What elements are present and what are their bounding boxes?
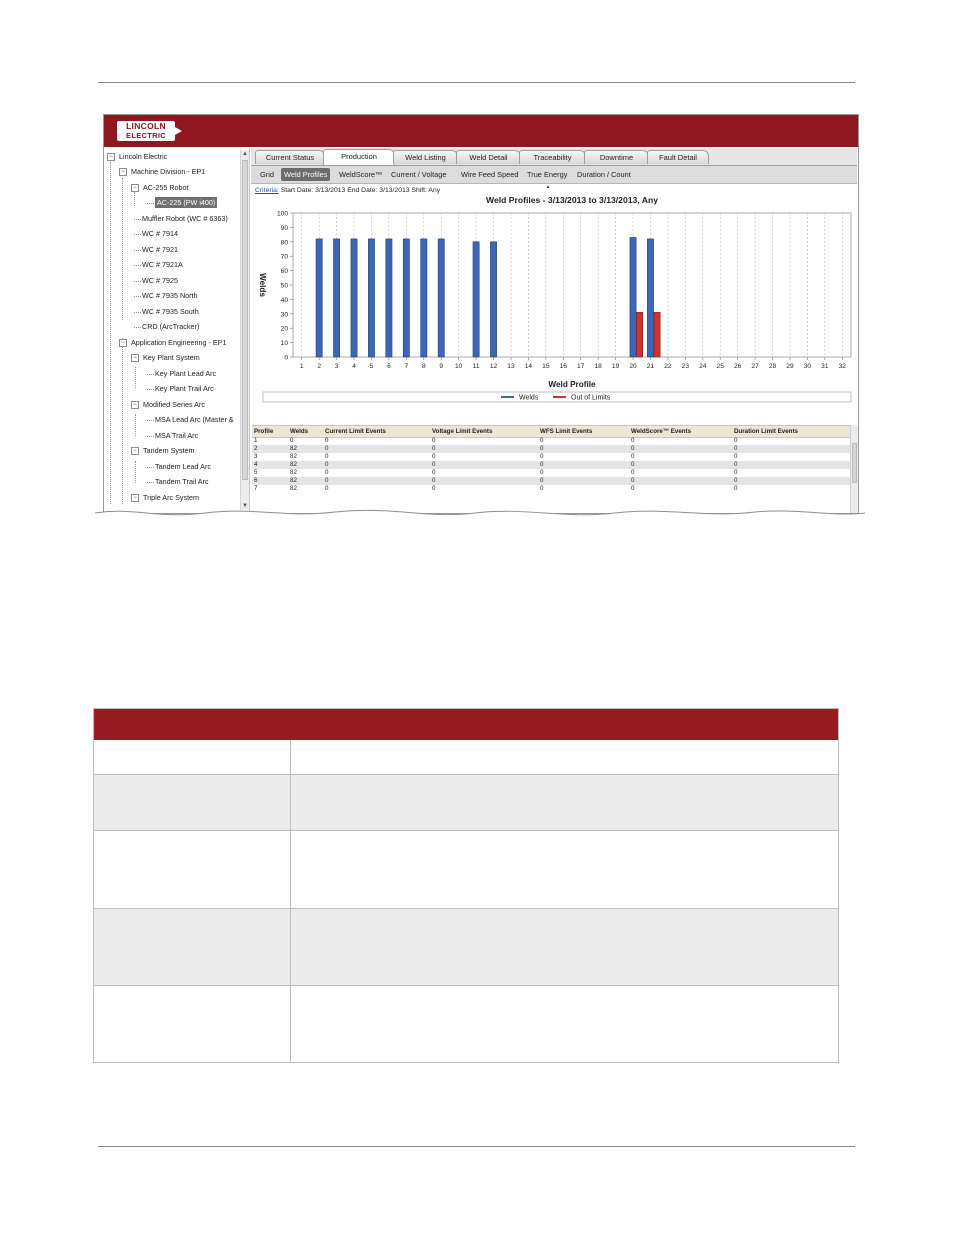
grid-cell: 0 bbox=[540, 485, 544, 492]
subtab-true-energy[interactable]: True Energy bbox=[527, 170, 568, 179]
bar-out-of-limits bbox=[654, 312, 660, 357]
tree-node-label: AC-255 Robot bbox=[143, 183, 189, 192]
tree-node-label: MSA Trail Arc bbox=[155, 431, 199, 440]
grid-cell: 0 bbox=[325, 477, 329, 484]
grid-cell: 0 bbox=[734, 437, 738, 444]
grid-header-cell[interactable]: Current Limit Events bbox=[325, 428, 386, 435]
x-tick-label: 32 bbox=[838, 363, 846, 370]
tab-production[interactable]: Production bbox=[323, 149, 395, 165]
x-tick-label: 29 bbox=[786, 363, 794, 370]
x-tick-label: 6 bbox=[387, 363, 391, 370]
grid-cell: 0 bbox=[631, 469, 635, 476]
tree-node-label: Machine Division - EP1 bbox=[131, 167, 206, 176]
tree-node[interactable] bbox=[155, 369, 216, 379]
grid-cell: 0 bbox=[734, 485, 738, 492]
bar-welds bbox=[316, 239, 322, 357]
x-tick-label: 11 bbox=[472, 363, 480, 370]
tree-node-label: Application Engineering - EP1 bbox=[131, 338, 227, 347]
bar-welds bbox=[386, 239, 392, 357]
tree-branch bbox=[134, 250, 141, 251]
bar-welds bbox=[421, 239, 427, 357]
tree-node[interactable] bbox=[142, 245, 178, 255]
grid-cell: 0 bbox=[432, 469, 436, 476]
tree-node[interactable] bbox=[142, 307, 199, 317]
grid-cell: 0 bbox=[540, 461, 544, 468]
subtab-bar bbox=[251, 166, 857, 184]
weld-profiles-chart bbox=[251, 193, 857, 425]
tree-node-label: Key Plant Lead Arc bbox=[155, 369, 217, 378]
tree-node-label: WC # 7925 bbox=[142, 276, 178, 285]
grid-cell: 0 bbox=[432, 437, 436, 444]
x-tick-label: 12 bbox=[489, 363, 498, 370]
tree-node-label: Modified Series Arc bbox=[143, 400, 205, 409]
tree-node[interactable] bbox=[131, 338, 227, 348]
grid-cell: 0 bbox=[631, 453, 635, 460]
grid-cell: 0 bbox=[325, 445, 329, 452]
grid-scrollbar[interactable] bbox=[850, 425, 858, 513]
plot-area bbox=[293, 213, 851, 357]
tree-connector bbox=[122, 178, 123, 320]
grid-cell: 82 bbox=[290, 461, 297, 468]
x-tick-label: 18 bbox=[594, 363, 602, 370]
tree-branch bbox=[134, 327, 141, 328]
tree-node-label: MSA Lead Arc (Master & bbox=[155, 415, 234, 424]
tab-weld-listing[interactable]: Weld Listing bbox=[393, 150, 458, 164]
tree-node-label: Tandem Trail Arc bbox=[155, 477, 209, 486]
tree-collapse-icon[interactable]: − bbox=[131, 494, 139, 502]
tree-node-label: WC # 7921A bbox=[142, 260, 183, 269]
tab-bar bbox=[251, 148, 857, 166]
x-tick-label: 7 bbox=[404, 363, 409, 370]
x-tick-label: 17 bbox=[577, 363, 585, 370]
tree-node[interactable] bbox=[142, 291, 198, 301]
tree-branch bbox=[147, 389, 154, 390]
table-row bbox=[93, 740, 839, 775]
x-tick-label: 22 bbox=[664, 363, 672, 370]
grid-cell: 82 bbox=[290, 477, 297, 484]
column-divider bbox=[290, 740, 291, 1063]
tree-connector bbox=[135, 367, 136, 388]
logo-arrow-icon bbox=[175, 127, 182, 135]
x-tick-label: 19 bbox=[611, 363, 620, 370]
grid-cell: 0 bbox=[631, 445, 635, 452]
x-tick-label: 9 bbox=[439, 363, 444, 370]
grid-table-row[interactable] bbox=[252, 453, 850, 461]
grid-table-row[interactable] bbox=[252, 485, 850, 493]
scroll-down-icon[interactable]: ▼ bbox=[242, 503, 248, 509]
y-axis-label: Welds bbox=[258, 273, 267, 297]
tree-node[interactable] bbox=[155, 462, 211, 472]
grid-cell: 0 bbox=[734, 469, 738, 476]
x-tick-label: 31 bbox=[821, 363, 829, 370]
tree-node[interactable] bbox=[142, 276, 178, 286]
grid-cell: 82 bbox=[290, 445, 297, 452]
tab-weld-detail[interactable]: Weld Detail bbox=[456, 150, 521, 164]
tree-branch bbox=[147, 420, 154, 421]
y-tick-label: 100 bbox=[276, 210, 288, 218]
tree-node[interactable] bbox=[155, 477, 209, 487]
tree-branch bbox=[147, 203, 154, 204]
y-tick-label: 60 bbox=[280, 268, 288, 276]
tree-node-label: Key Plant System bbox=[143, 353, 200, 362]
main-panel bbox=[251, 148, 857, 513]
tree-node[interactable] bbox=[142, 322, 199, 332]
bar-welds bbox=[473, 242, 479, 357]
y-tick-label: 80 bbox=[280, 239, 288, 247]
grid-cell: 0 bbox=[290, 437, 294, 444]
tree-node[interactable] bbox=[143, 493, 199, 503]
grid-cell: 0 bbox=[631, 461, 635, 468]
grid-cell: 0 bbox=[734, 445, 738, 452]
bar-welds bbox=[438, 239, 444, 357]
grid-cell: 0 bbox=[325, 461, 329, 468]
logo-line1: LINCOLN bbox=[126, 121, 166, 131]
tree-collapse-icon[interactable]: − bbox=[131, 354, 139, 362]
x-tick-label: 24 bbox=[699, 363, 707, 370]
tree-node-label: Lincoln Electric bbox=[119, 152, 168, 161]
tree-node[interactable] bbox=[142, 229, 178, 239]
y-tick-label: 50 bbox=[280, 282, 288, 290]
grid-table-row[interactable] bbox=[252, 461, 850, 469]
x-tick-label: 16 bbox=[559, 363, 567, 370]
grid-header-cell[interactable]: WFS Limit Events bbox=[540, 428, 593, 435]
subtab-grid[interactable]: Grid bbox=[260, 170, 274, 179]
x-tick-label: 21 bbox=[646, 363, 655, 370]
grid-header-cell[interactable]: Duration Limit Events bbox=[734, 428, 798, 435]
tree-collapse-icon[interactable]: − bbox=[119, 339, 127, 347]
tree-collapse-icon[interactable]: − bbox=[119, 168, 127, 176]
profile-grid-table bbox=[252, 425, 850, 513]
x-tick-label: 3 bbox=[334, 363, 339, 370]
subtab-wire-feed-speed[interactable]: Wire Feed Speed bbox=[461, 170, 519, 179]
tree-branch bbox=[134, 265, 141, 266]
x-tick-label: 13 bbox=[507, 363, 515, 370]
tree-node[interactable] bbox=[131, 167, 205, 177]
legend-label: Welds bbox=[519, 394, 539, 402]
tree-branch bbox=[147, 467, 154, 468]
tree-node-label: WC # 7935 North bbox=[142, 291, 198, 300]
tree-node-label: Triple Arc System bbox=[143, 493, 200, 502]
grid-table-row[interactable] bbox=[252, 437, 850, 445]
bottom-rule bbox=[98, 1146, 855, 1147]
tree-node-label: Key Plant Trail Arc bbox=[155, 384, 214, 393]
tree-node[interactable] bbox=[143, 183, 189, 193]
grid-cell: 0 bbox=[631, 437, 635, 444]
x-tick-label: 26 bbox=[733, 363, 742, 370]
tree-node-label: WC # 7914 bbox=[142, 229, 178, 238]
tree-branch bbox=[134, 219, 141, 220]
x-tick-label: 1 bbox=[299, 363, 304, 370]
tree-node[interactable] bbox=[143, 400, 205, 410]
bar-welds bbox=[368, 239, 374, 357]
tree-connector bbox=[134, 192, 135, 206]
criteria-text: Start Date: 3/13/2013 End Date: 3/13/2013 Shift: Any bbox=[280, 187, 441, 194]
tree-node[interactable] bbox=[142, 214, 228, 224]
grid-cell: 3 bbox=[254, 453, 258, 460]
grid-header-cell[interactable]: Welds bbox=[290, 428, 309, 435]
x-tick-label: 25 bbox=[716, 363, 724, 370]
tree-branch bbox=[147, 482, 154, 483]
top-rule bbox=[98, 82, 855, 83]
bar-welds bbox=[490, 242, 496, 357]
tab-current-status[interactable]: Current Status bbox=[255, 150, 325, 164]
x-tick-label: 15 bbox=[542, 363, 550, 370]
tab-fault-detail[interactable]: Fault Detail bbox=[647, 150, 709, 164]
grid-cell: 7 bbox=[254, 485, 258, 492]
x-tick-label: 30 bbox=[803, 363, 812, 370]
table-row bbox=[93, 909, 839, 986]
y-tick-label: 20 bbox=[280, 325, 288, 333]
subtab-weldscore-[interactable]: WeldScore™ bbox=[339, 170, 383, 179]
x-tick-label: 10 bbox=[454, 363, 463, 370]
tree-collapse-icon[interactable]: − bbox=[131, 447, 139, 455]
subtab-weld-profiles[interactable]: Weld Profiles bbox=[281, 168, 330, 181]
tree-branch bbox=[134, 296, 141, 297]
tree-node-label: WC # 7921 bbox=[142, 245, 178, 254]
grid-cell: 0 bbox=[540, 477, 544, 484]
x-axis-label: Weld Profile bbox=[548, 380, 596, 389]
x-tick-label: 27 bbox=[751, 363, 759, 370]
brand-bar bbox=[104, 115, 858, 147]
tree-branch bbox=[134, 281, 141, 282]
grid-cell: 0 bbox=[734, 477, 738, 484]
tree-connector bbox=[135, 461, 136, 483]
tree-collapse-icon[interactable]: − bbox=[131, 184, 139, 192]
chart-title: Weld Profiles - 3/13/2013 to 3/13/2013, Any bbox=[486, 195, 658, 205]
tree-node-label: Tandem System bbox=[143, 446, 195, 455]
table-header bbox=[93, 708, 839, 740]
tree-node[interactable] bbox=[143, 446, 195, 456]
tree-scrollbar[interactable] bbox=[240, 150, 249, 510]
criteria-link[interactable]: Criteria: bbox=[255, 187, 279, 194]
tree-connector bbox=[110, 162, 111, 504]
legend-label: Out of Limits bbox=[571, 394, 611, 402]
grid-table-row[interactable] bbox=[252, 477, 850, 485]
grid-cell: 0 bbox=[432, 485, 436, 492]
grid-cell: 82 bbox=[290, 469, 297, 476]
y-tick-label: 30 bbox=[280, 311, 288, 319]
app-screenshot bbox=[103, 114, 859, 514]
grid-header-cell[interactable]: WeldScore™ Events bbox=[631, 428, 692, 435]
grid-cell: 0 bbox=[432, 477, 436, 484]
grid-cell: 0 bbox=[734, 453, 738, 460]
grid-cell: 0 bbox=[325, 469, 329, 476]
tree-branch bbox=[134, 234, 141, 235]
tree-node-label-selected: AC-225 (PW i400) bbox=[157, 198, 216, 207]
x-tick-label: 20 bbox=[629, 363, 637, 370]
y-tick-label: 10 bbox=[280, 340, 288, 348]
y-tick-label: 40 bbox=[280, 296, 288, 304]
grid-cell: 6 bbox=[254, 477, 258, 484]
tree-collapse-icon[interactable]: − bbox=[131, 401, 139, 409]
tree-node[interactable] bbox=[143, 353, 200, 363]
grid-cell: 0 bbox=[432, 461, 436, 468]
table-row bbox=[93, 831, 839, 909]
tree-connector bbox=[135, 414, 136, 436]
tree-node[interactable] bbox=[142, 260, 183, 270]
subtab-duration-count[interactable]: Duration / Count bbox=[577, 170, 631, 179]
tree-node-label: Muffler Robot (WC # 6363) bbox=[142, 214, 228, 223]
y-tick-label: 90 bbox=[280, 224, 288, 232]
bar-welds bbox=[333, 239, 339, 357]
torn-edge bbox=[95, 505, 865, 527]
grid-cell: 0 bbox=[734, 461, 738, 468]
grid-cell: 0 bbox=[432, 453, 436, 460]
equipment-tree[interactable] bbox=[104, 148, 250, 513]
grid-header-cell[interactable]: Voltage Limit Events bbox=[432, 428, 493, 435]
lincoln-electric-logo bbox=[117, 121, 175, 141]
x-tick-label: 4 bbox=[352, 363, 356, 370]
tree-node[interactable] bbox=[119, 152, 167, 162]
logo-line2: ELECTRIC bbox=[126, 131, 166, 140]
grid-cell: 0 bbox=[540, 453, 544, 460]
tree-branch bbox=[147, 374, 154, 375]
tree-branch bbox=[147, 436, 154, 437]
tree-branch bbox=[134, 312, 141, 313]
description-table bbox=[93, 708, 839, 1063]
grid-cell: 0 bbox=[325, 437, 329, 444]
y-tick-label: 0 bbox=[284, 354, 288, 362]
grid-cell: 0 bbox=[540, 469, 544, 476]
grid-cell: 4 bbox=[254, 461, 258, 468]
grid-cell: 0 bbox=[325, 453, 329, 460]
grid-cell: 82 bbox=[290, 453, 297, 460]
grid-cell: 82 bbox=[290, 485, 297, 492]
tree-node-label: Tandem Lead Arc bbox=[155, 462, 211, 471]
bar-welds bbox=[351, 239, 357, 357]
tree-collapse-icon[interactable]: − bbox=[107, 153, 115, 161]
grid-cell: 1 bbox=[254, 437, 258, 444]
tree-connector bbox=[122, 338, 123, 504]
x-tick-label: 8 bbox=[421, 363, 426, 370]
scroll-up-icon[interactable]: ▲ bbox=[242, 151, 248, 157]
grid-cell: 0 bbox=[631, 485, 635, 492]
x-tick-label: 28 bbox=[768, 363, 777, 370]
tree-node[interactable] bbox=[155, 384, 214, 394]
tree-node[interactable] bbox=[155, 415, 234, 425]
tree-node[interactable] bbox=[155, 431, 198, 441]
grid-table-row[interactable] bbox=[252, 445, 850, 453]
bar-out-of-limits bbox=[637, 312, 643, 357]
bar-welds bbox=[630, 237, 636, 357]
x-tick-label: 23 bbox=[681, 363, 690, 370]
grid-table-row[interactable] bbox=[252, 469, 850, 477]
grid-header-cell[interactable]: Profile bbox=[254, 428, 274, 435]
grid-cell: 2 bbox=[254, 445, 258, 452]
collapse-chevron-icon[interactable]: ▲ bbox=[545, 184, 551, 190]
tree-node-label: CRD (ArcTracker) bbox=[142, 322, 200, 331]
grid-cell: 5 bbox=[254, 469, 258, 476]
x-tick-label: 5 bbox=[369, 363, 374, 370]
tab-traceability[interactable]: Traceability bbox=[519, 150, 586, 164]
table-row bbox=[93, 775, 839, 831]
x-tick-label: 14 bbox=[524, 363, 533, 370]
grid-cell: 0 bbox=[540, 445, 544, 452]
subtab-current-voltage[interactable]: Current / Voltage bbox=[391, 170, 447, 179]
tree-node[interactable] bbox=[155, 198, 217, 208]
grid-cell: 0 bbox=[540, 437, 544, 444]
grid-cell: 0 bbox=[631, 477, 635, 484]
tree-node-label: WC # 7935 South bbox=[142, 307, 199, 316]
bar-welds bbox=[403, 239, 409, 357]
table-row bbox=[93, 986, 839, 1063]
grid-cell: 0 bbox=[325, 485, 329, 492]
tab-downtime[interactable]: Downtime bbox=[584, 150, 649, 164]
scroll-thumb[interactable] bbox=[242, 160, 248, 480]
bar-welds bbox=[647, 239, 653, 357]
x-tick-label: 2 bbox=[317, 363, 321, 370]
y-tick-label: 70 bbox=[280, 253, 288, 261]
grid-cell: 0 bbox=[432, 445, 436, 452]
